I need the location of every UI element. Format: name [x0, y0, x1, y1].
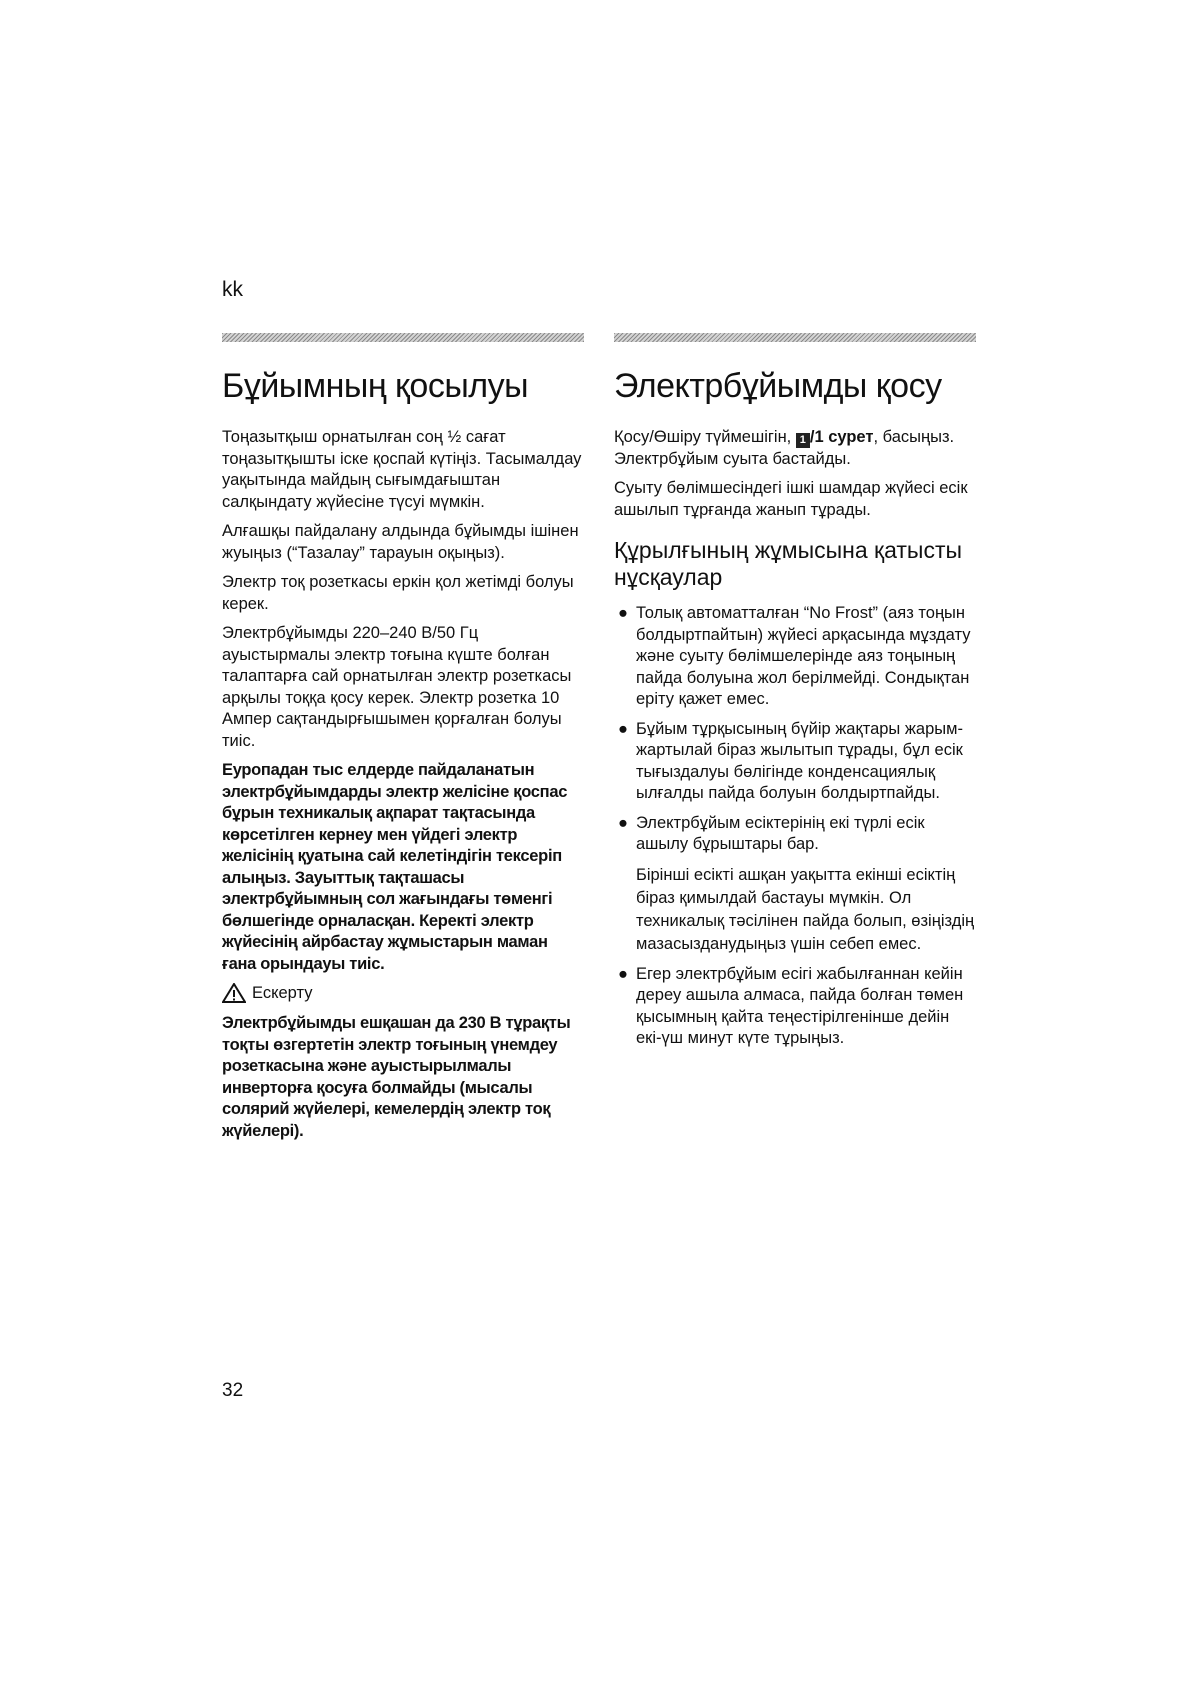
bullet-icon: ●	[618, 719, 628, 738]
text: Электрбұйым суыта бастайды.	[614, 449, 851, 468]
warning-heading	[222, 983, 584, 1003]
paragraph	[614, 427, 976, 470]
right-column	[614, 333, 976, 1058]
warning-icon	[222, 983, 246, 1003]
paragraph: Суыту бөлімшесіндегі ішкі шамдар жүйесі есік ашылып тұрғанда жанып тұрады.	[614, 479, 968, 519]
language-code: kk	[222, 278, 243, 301]
list-item-text: Толық автоматталған “No Frost” (аяз тоңын болдыртпайтын) жүйесі арқасында мұздату және суыту бөлімшелерінде аяз тоңының пайда болуына жол берілмейді. Сондықтан еріту қажет емес.	[636, 604, 971, 708]
bullet-icon: ●	[618, 813, 628, 832]
figure-reference: /1 сурет	[809, 428, 874, 446]
text: Қосу/Өшіру түймешігін,	[614, 428, 796, 446]
left-column	[222, 333, 584, 1150]
section-divider	[614, 333, 976, 342]
page-number: 32	[222, 1380, 244, 1401]
text: , басыңыз.	[873, 428, 955, 446]
list-item	[614, 603, 976, 711]
bullet-icon: ●	[618, 964, 628, 983]
list-item-text: Электрбұйым есіктерінің екі түрлі есік ашылу бұрыштары бар.	[636, 813, 925, 853]
paragraph: Электрбұйымды 220–240 В/50 Гц ауыстырмалы электр тоғына күште болған талаптарға сай орнатылған электр розеткасы арқылы тоққа қосу керек. Электр розетка 10 Ампер сақтандырғышымен қорғалған болуы тиіс.	[222, 624, 572, 750]
figure-number-icon: 1	[796, 433, 810, 448]
list-item	[614, 813, 976, 956]
list-item	[614, 964, 976, 1050]
section-title-connection: Бұйымның қосылуы	[222, 367, 529, 405]
section-title-switching-on: Электрбұйымды қосу	[614, 367, 942, 405]
notes-list	[614, 603, 976, 1050]
list-item-text: Бұйым тұрқысының бүйір жақтары жарым-жартылай біраз жылытып тұрады, бұл есік тығыздалуы бөлігінде конденсациялық ылғалды пайда болуын болдыртпайды.	[636, 719, 963, 802]
warning-label: Ескерту	[252, 983, 313, 1002]
paragraph: Алғашқы пайдалану алдында бұйымды ішінен жуыңыз (“Тазалау” тарауын оқыңыз).	[222, 522, 579, 562]
paragraph: Электр тоқ розеткасы еркін қол жетімді болуы керек.	[222, 573, 574, 613]
list-item-note: Бірінші есікті ашқан уақытта екінші есіктің біраз қимылдай бастауы мүмкін. Ол техникалық тәсілінен пайда болып, өзіңіздің мазасызданудыңыз үшін себеп емес.	[636, 865, 975, 953]
bold-paragraph: Еуропадан тыс елдерде пайдаланатын электрбұйымдарды электр желісіне қоспас бұрын техникалық ақпарат тақтасында көрсетілген кернеу мен үйдегі электр желісінің қуатына сай келетіндігін тексеріп алыңыз. Зауыттық тақташасы электрбұйымның сол жағындағы төменгі бөлшегінде орналасқан. Керекті электр жүйесінің айрбастау жұмыстарын маман ғана орындауы тиіс.	[222, 761, 568, 973]
subsection-title: Құрылғының жұмысына қатысты нұсқаулар	[614, 537, 963, 590]
list-item-text: Егер электрбұйым есігі жабылғаннан кейін дереу ашыла алмаса, пайда болған төмен қысымның қайта теңестірілгенінше дейін екі-үш минут күте тұрыңыз.	[636, 964, 964, 1047]
warning-text: Электрбұйымды ешқашан да 230 В тұрақты тоқты өзгертетін электр тоғының үнемдеу розеткасына және ауыстырылмалы инверторға қосуға болмайды (мысалы солярий жүйелері, кемелердің электр тоқ жүйелері).	[222, 1014, 571, 1140]
section-divider	[222, 333, 584, 342]
list-item	[614, 719, 976, 805]
bullet-icon: ●	[618, 604, 628, 622]
paragraph: Тоңазытқыш орнатылған соң ½ сағат тоңазытқышты іске қоспай күтіңіз. Тасымалдау уақытында майдың сығымдағыштан салқындату жүйесіне түсуі мүмкін.	[222, 428, 582, 511]
